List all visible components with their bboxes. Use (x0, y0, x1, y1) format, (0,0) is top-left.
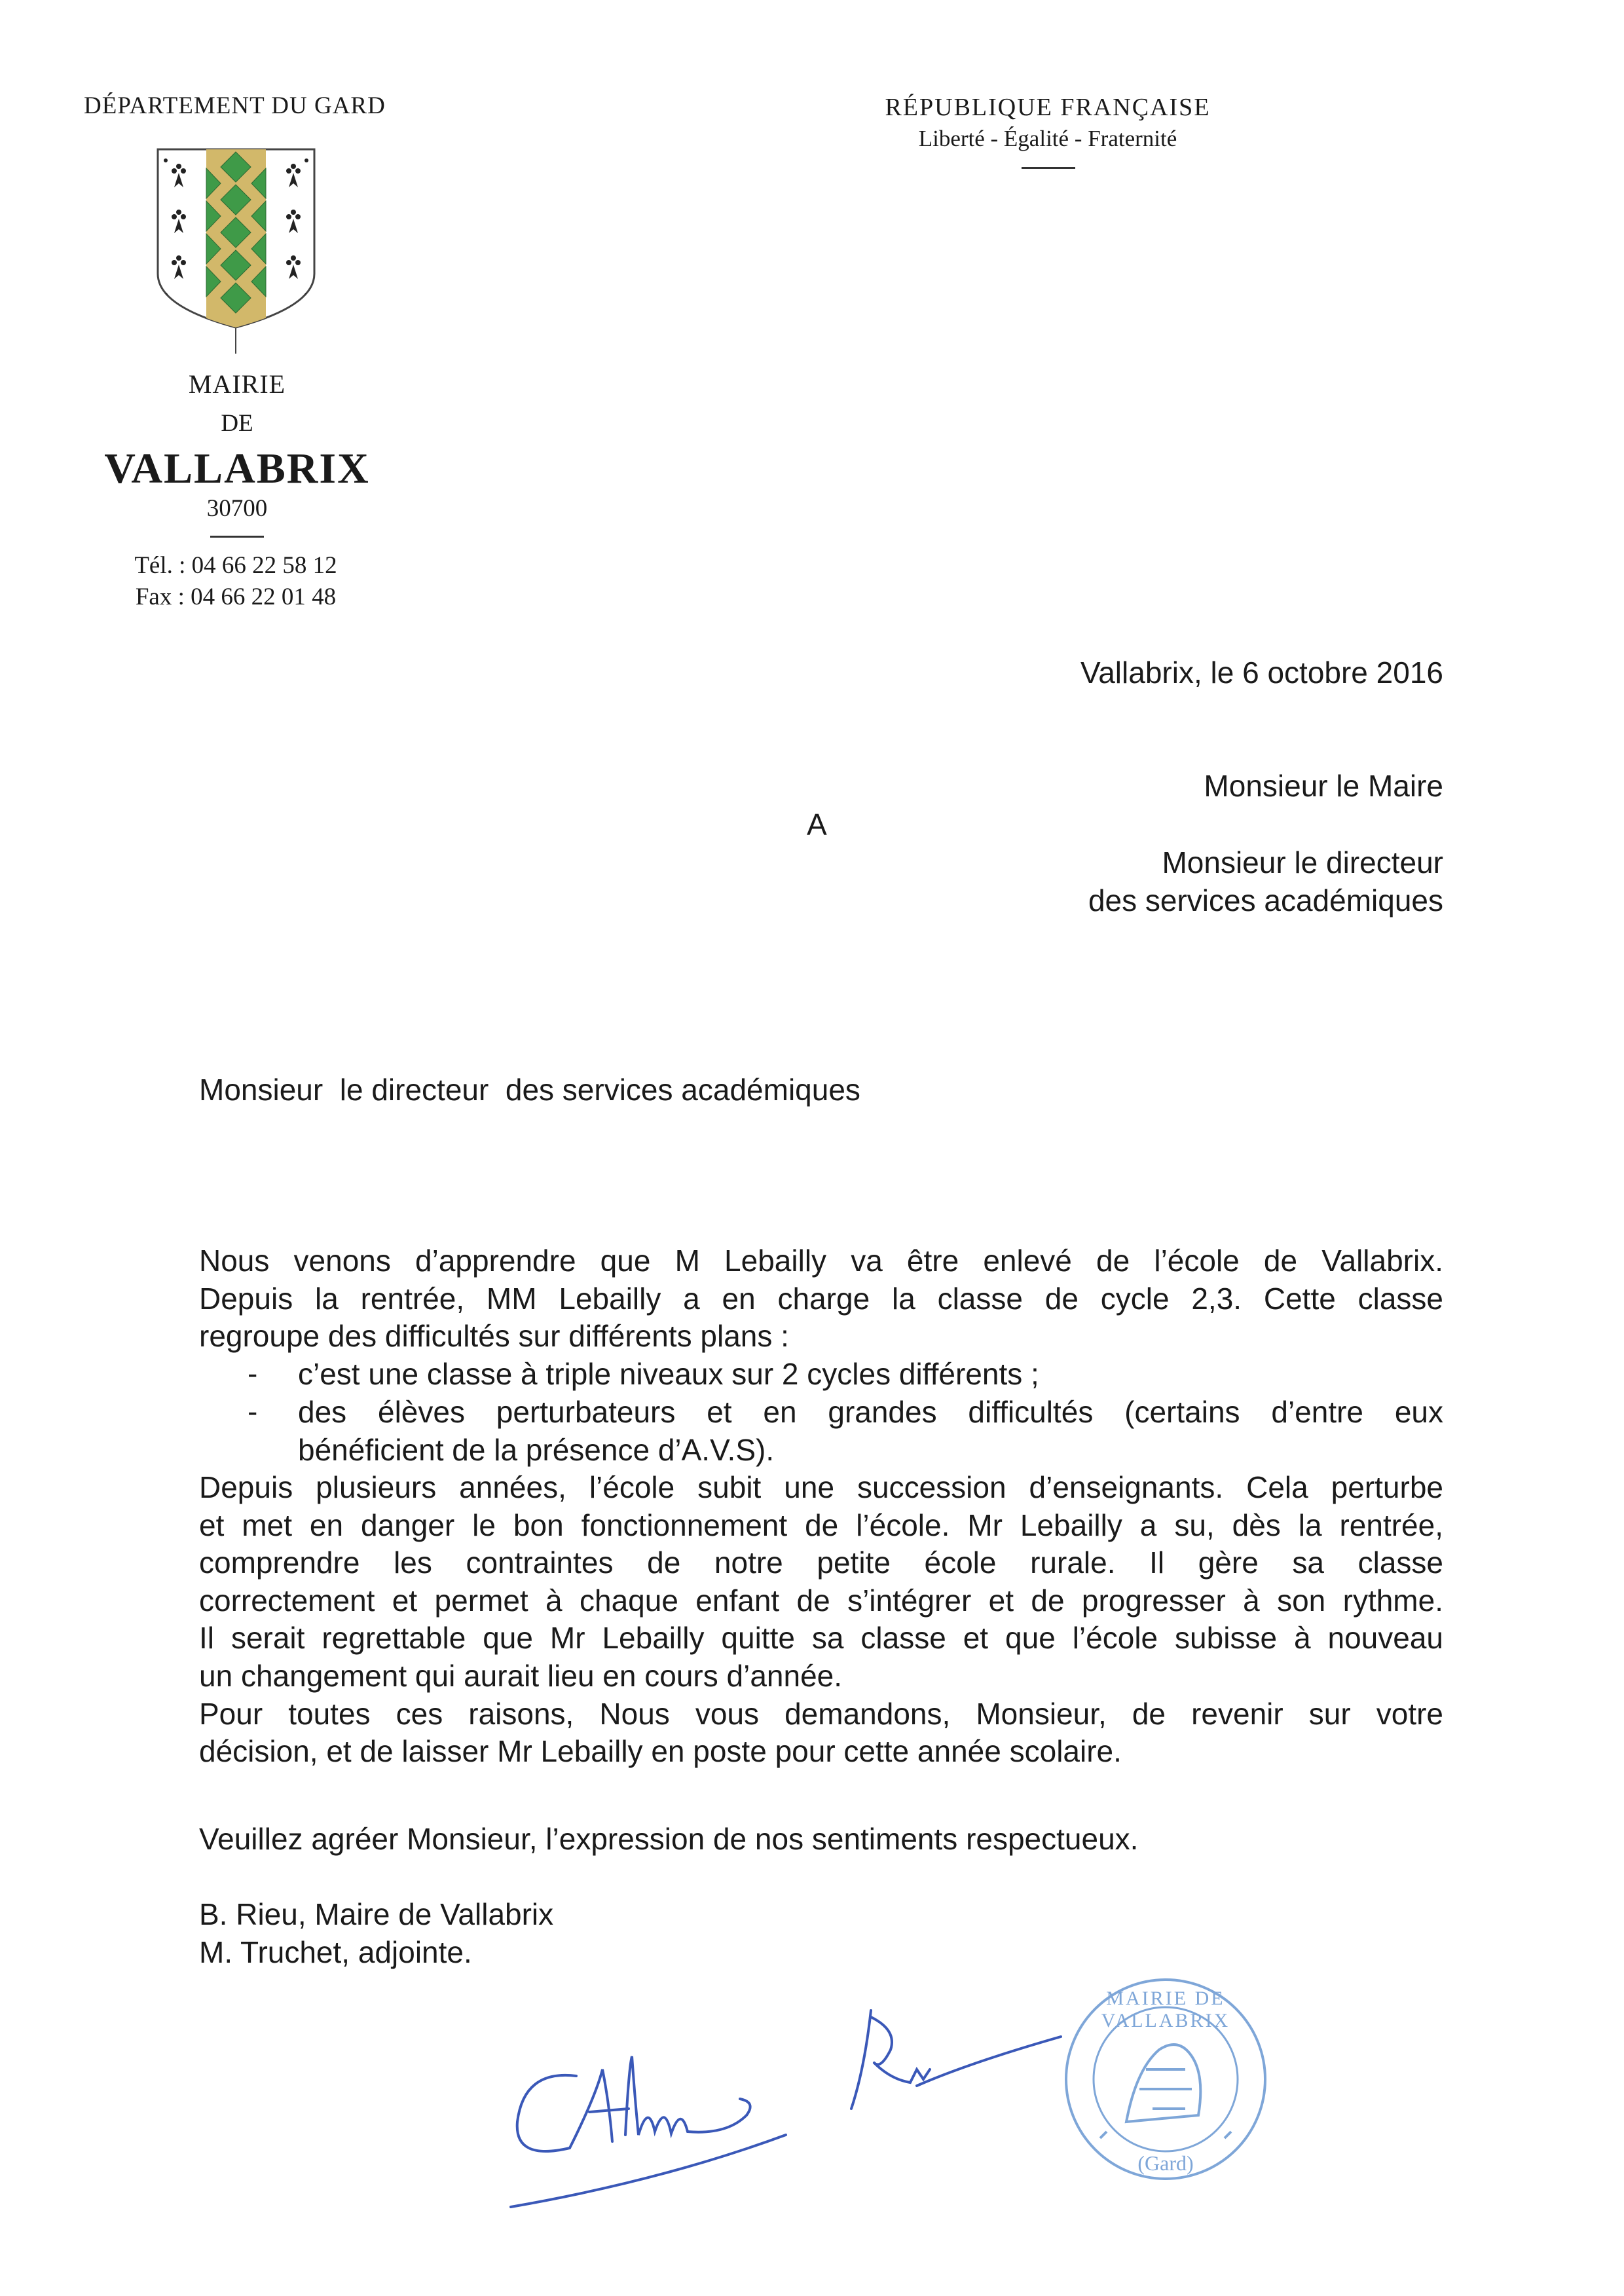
recipient-director-line-2: des services académiques (1088, 883, 1443, 917)
bullet-dash: - (248, 1356, 258, 1390)
handwritten-signature-1 (511, 2056, 786, 2207)
paragraph-2-line: correctement et permet à chaque enfant de s’intégrer et de progresser à son rythme. (199, 1583, 1443, 1618)
fax-number: Fax : 04 66 22 01 48 (135, 583, 337, 610)
stamp-text-bottom: (Gard) (1137, 2151, 1194, 2175)
coat-of-arms-icon (153, 138, 320, 360)
header-divider-left (210, 536, 264, 538)
paragraph-2-line: et met en danger le bon fonctionnement de l’école. Mr Lebailly a su, dès la rentrée, (199, 1508, 1443, 1542)
paragraph-2-line: Il serait regrettable que Mr Lebailly quitte sa classe et que l’école subisse à nouveau (199, 1621, 1443, 1656)
stamp-text-top: MAIRIE DE VALLABRIX (1101, 1988, 1230, 2031)
republic-label: RÉPUBLIQUE FRANÇAISE (885, 94, 1211, 121)
paragraph-1-line: Depuis la rentrée, MM Lebailly a en charge la classe de cycle 2,3. Cette classe (199, 1281, 1443, 1316)
recipient-director (1088, 843, 1443, 919)
department-label: DÉPARTEMENT DU GARD (84, 92, 386, 119)
contact-block (98, 550, 373, 613)
bullet-dash: - (248, 1394, 258, 1428)
signatory-mayor: B. Rieu, Maire de Vallabrix (199, 1897, 554, 1931)
republic-motto: Liberté - Égalité - Fraternité (918, 126, 1177, 151)
paragraph-1-line: regroupe des difficultés sur différents plans : (199, 1319, 789, 1354)
bullet-item-2-line: des élèves perturbateurs et en grandes difficultés (certains d’entre eux (298, 1395, 1443, 1429)
postal-code: 30700 (206, 495, 268, 522)
paragraph-2-line: décision, et de laisser Mr Lebailly en poste pour cette année scolaire. (199, 1734, 1122, 1769)
signatory-deputy: M. Truchet, adjointe. (199, 1935, 472, 1969)
salutation: Monsieur le directeur des services académiques (199, 1073, 860, 1107)
paragraph-2 (199, 1469, 1443, 1771)
phone-number: Tél. : 04 66 22 58 12 (134, 552, 337, 579)
paragraph-2-line: Pour toutes ces raisons, Nous vous demandons, Monsieur, de revenir sur votre (199, 1696, 1443, 1731)
paragraph-2-line: comprendre les contraintes de notre petite école rurale. Il gère sa classe (199, 1546, 1443, 1580)
bullet-item-1: c’est une classe à triple niveaux sur 2 cycles différents ; (298, 1357, 1039, 1391)
letter-date: Vallabrix, le 6 octobre 2016 (1080, 656, 1443, 690)
town-name: VALLABRIX (104, 445, 370, 492)
recipient-marker: A (807, 807, 827, 842)
paragraph-1-line: Nous venons d’apprendre que M Lebailly va être enlevé de l’école de Vallabrix. (199, 1244, 1443, 1278)
closing-formula: Veuillez agréer Monsieur, l’expression de nos sentiments respectueux. (199, 1822, 1139, 1856)
mairie-label: MAIRIE (188, 369, 286, 399)
handwritten-signature-2 (851, 2010, 1061, 2109)
paragraph-2-line: un changement qui aurait lieu en cours d’année. (199, 1658, 843, 1693)
mairie-de-label: DE (221, 410, 253, 437)
recipient-director-line-1: Monsieur le directeur (1162, 845, 1443, 880)
recipient-mayor: Monsieur le Maire (1204, 769, 1443, 803)
paragraph-2-line: Depuis plusieurs années, l’école subit une succession d’enseignants. Cela perturbe (199, 1470, 1443, 1504)
bullet-item-2 (298, 1394, 1443, 1469)
header-divider-right (1022, 167, 1075, 169)
paragraph-1 (199, 1242, 1443, 1356)
bullet-item-2-line: bénéficient de la présence d’A.V.S). (298, 1432, 775, 1467)
